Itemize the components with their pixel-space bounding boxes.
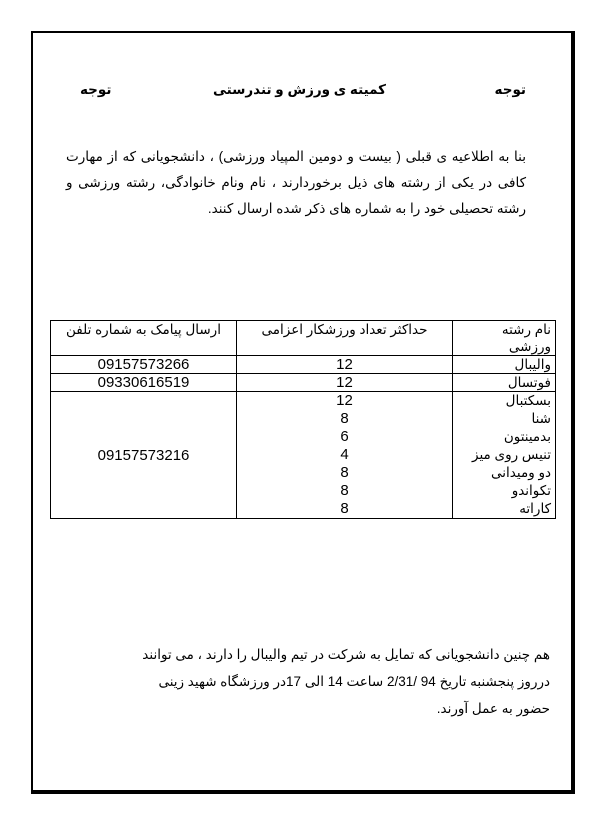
heading-notice-right: توجه bbox=[494, 82, 526, 97]
sport-name: والیبال bbox=[453, 356, 556, 374]
table-header-row bbox=[51, 321, 556, 356]
max-athletes: 12 bbox=[336, 392, 353, 409]
sport-name: تنیس روی میز bbox=[472, 447, 551, 462]
header-sport: نام رشته ورزشی bbox=[453, 321, 556, 356]
sport-name: بسکتبال bbox=[505, 393, 551, 408]
sport-name: تکواندو bbox=[511, 483, 551, 498]
max-athletes: 8 bbox=[340, 410, 349, 427]
sports-table bbox=[50, 320, 556, 519]
intro-paragraph: بنا به اطلاعیه ی قبلی ( بیست و دومین المپیاد ورزشی) ، دانشجویانی که از مهارت کافی در یکی از رشته های ذیل برخوردارند ، نام ونام خانوادگی، رشته ورزشی و رشته تحصیلی خود را به شماره های ذکر شده ارسال کنند. bbox=[66, 149, 526, 216]
phone-number: 09330616519 bbox=[51, 374, 237, 392]
max-athletes: 4 bbox=[340, 446, 349, 463]
phone-number: 09157573266 bbox=[51, 356, 237, 374]
header-max-athletes: حداکثر تعداد ورزشکار اعزامی bbox=[237, 321, 453, 356]
phone-number: 09157573216 bbox=[51, 392, 237, 519]
sport-name: فوتسال bbox=[453, 374, 556, 392]
heading-row bbox=[70, 82, 526, 102]
table-row bbox=[51, 374, 556, 392]
max-athletes: 8 bbox=[340, 482, 349, 499]
sport-name: دو ومیدانی bbox=[491, 465, 551, 480]
table-row bbox=[51, 356, 556, 374]
outro-paragraph bbox=[50, 641, 550, 722]
max-athletes-list bbox=[237, 392, 453, 519]
table-row-group bbox=[51, 392, 556, 519]
sport-name-list bbox=[453, 392, 556, 519]
outro-line: هم چنین دانشجویانی که تمایل به شرکت در تیم والیبال را دارند ، می توانند bbox=[142, 647, 550, 662]
max-athletes: 6 bbox=[340, 428, 349, 445]
heading-committee-title: کمیته ی ورزش و تندرستی bbox=[212, 82, 386, 97]
max-athletes: 8 bbox=[340, 464, 349, 481]
max-athletes: 12 bbox=[237, 374, 453, 392]
sport-name: شنا bbox=[531, 411, 551, 426]
header-phone: ارسال پیامک به شماره تلفن bbox=[51, 321, 237, 356]
max-athletes: 12 bbox=[237, 356, 453, 374]
sport-name: کاراته bbox=[519, 501, 551, 516]
heading-notice-left: توجه bbox=[80, 82, 112, 97]
outro-line: درروز پنجشنبه تاریخ 94 /2/31 ساعت 14 الی 17در ورزشگاه شهید زینی bbox=[158, 674, 550, 689]
max-athletes: 8 bbox=[340, 500, 349, 517]
sport-name: بدمینتون bbox=[503, 429, 551, 444]
outro-line: حضور به عمل آورند. bbox=[436, 701, 550, 716]
